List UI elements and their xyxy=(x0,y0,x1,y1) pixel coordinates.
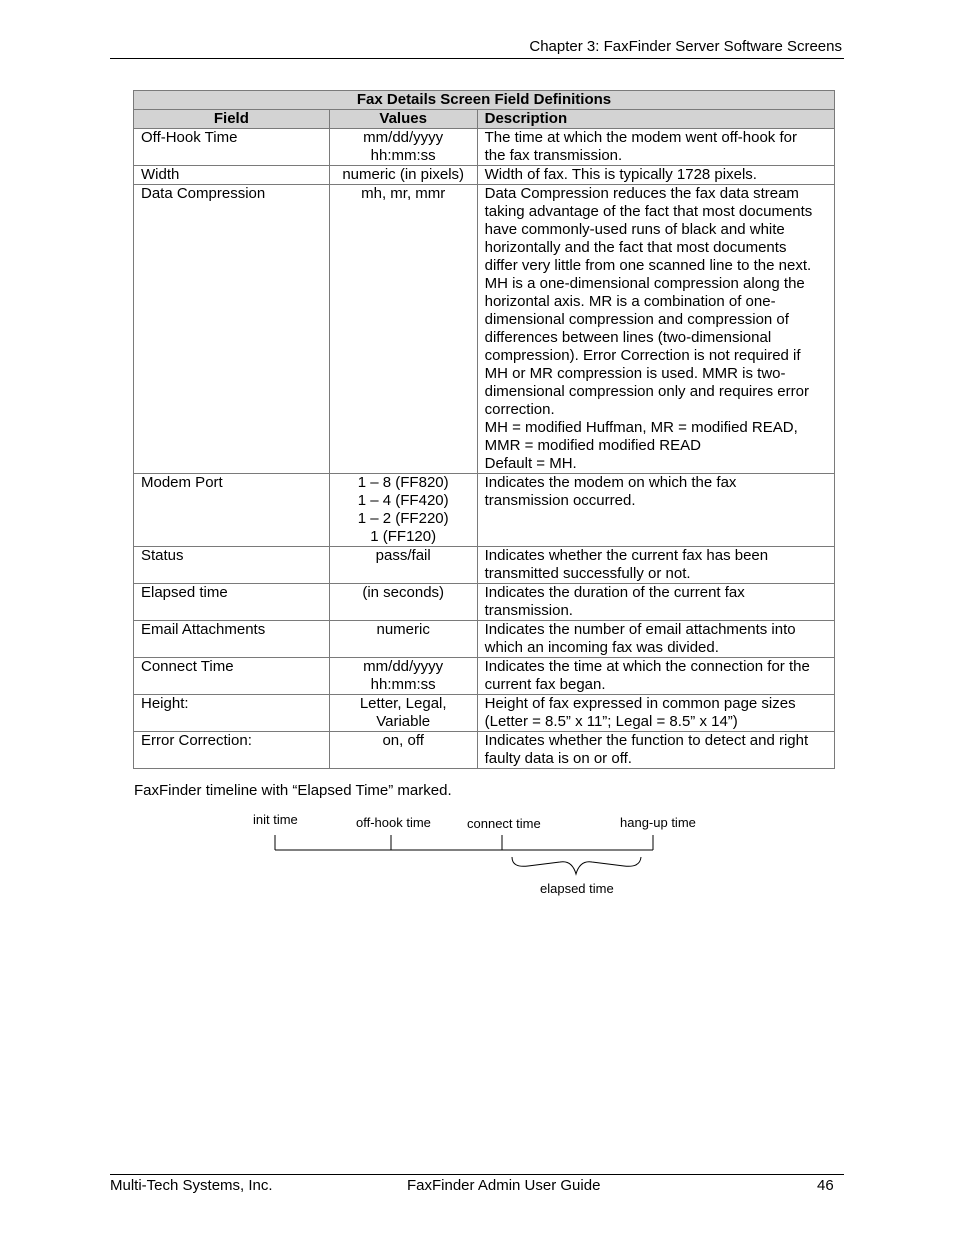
value-line: 1 – 2 (FF220) xyxy=(357,510,449,527)
description-line: dimensional compression only and requires error xyxy=(484,383,809,400)
description-line: (Letter = 8.5” x 11”; Legal = 8.5” x 14”) xyxy=(484,713,738,730)
description-line: have commonly-used runs of black and white xyxy=(484,221,785,238)
description-line: MH = modified Huffman, MR = modified READ, xyxy=(484,419,798,436)
description-line: Height of fax expressed in common page sizes xyxy=(484,695,796,712)
label-hangup-time: hang-up time xyxy=(620,815,696,830)
footer-guide-title: FaxFinder Admin User Guide xyxy=(407,1177,601,1194)
description-line: Indicates whether the current fax has been xyxy=(484,547,769,564)
elapsed-brace xyxy=(512,857,641,874)
value-line: numeric (in pixels) xyxy=(342,166,465,183)
description-line: Indicates the modem on which the fax xyxy=(484,474,737,491)
description-line: MMR = modified modified READ xyxy=(484,437,701,454)
description-line: Indicates whether the function to detect and right xyxy=(484,732,809,749)
description-line: MH or MR compression is used. MMR is two- xyxy=(484,365,786,382)
description-line: transmission. xyxy=(484,602,573,619)
description-line: The time at which the modem went off-hook for xyxy=(484,129,797,146)
value-line: pass/fail xyxy=(375,547,431,564)
description-line: MH is a one-dimensional compression along the xyxy=(484,275,805,292)
label-init-time: init time xyxy=(253,812,298,827)
description-line: dimensional compression and compression of xyxy=(484,311,789,328)
description-line: transmission occurred. xyxy=(484,492,636,509)
label-connect-time: connect time xyxy=(467,816,541,831)
description-line: taking advantage of the fact that most documents xyxy=(484,203,813,220)
description-line: compression). Error Correction is not required if xyxy=(484,347,801,364)
timeline-caption: FaxFinder timeline with “Elapsed Time” marked. xyxy=(134,782,452,799)
column-header-field: Field xyxy=(134,110,330,129)
description-line: horizontally and the fact that most documents xyxy=(484,239,787,256)
description-line: Default = MH. xyxy=(484,455,577,472)
value-line: (in seconds) xyxy=(362,584,445,601)
column-header-values: Values xyxy=(329,110,477,129)
value-line: mh, mr, mmr xyxy=(361,185,446,202)
description-line: differences between lines (two-dimensional xyxy=(484,329,772,346)
page-number: 46 xyxy=(817,1177,834,1194)
value-line: Letter, Legal, xyxy=(359,695,447,712)
description-line: correction. xyxy=(484,401,555,418)
value-line: 1 (FF120) xyxy=(370,528,437,545)
column-header-description: Description xyxy=(477,110,834,129)
label-offhook-time: off-hook time xyxy=(356,815,431,830)
description-line: Width of fax. This is typically 1728 pixels. xyxy=(484,166,757,183)
label-elapsed-time: elapsed time xyxy=(540,881,614,896)
value-line: numeric xyxy=(376,621,430,638)
value-line: hh:mm:ss xyxy=(370,676,436,693)
description-line: horizontal axis. MR is a combination of one- xyxy=(484,293,776,310)
description-line: the fax transmission. xyxy=(484,147,623,164)
value-line: 1 – 8 (FF820) xyxy=(357,474,449,491)
field-cell: Elapsed time xyxy=(134,584,330,621)
field-cell: Connect Time xyxy=(134,658,330,695)
description-line: faulty data is on or off. xyxy=(484,750,632,767)
field-cell: Data Compression xyxy=(134,185,330,474)
field-cell: Status xyxy=(134,547,330,584)
field-cell: Error Correction: xyxy=(134,732,330,769)
description-line: current fax began. xyxy=(484,676,606,693)
value-line: on, off xyxy=(382,732,424,749)
field-cell: Modem Port xyxy=(134,474,330,547)
field-cell: Off-Hook Time xyxy=(134,129,330,166)
footer-rule xyxy=(110,1174,844,1175)
description-line: Data Compression reduces the fax data stream xyxy=(484,185,799,202)
footer-company: Multi-Tech Systems, Inc. xyxy=(110,1177,273,1194)
value-line: mm/dd/yyyy xyxy=(363,658,444,675)
description-line: differ very little from one scanned line to the next. xyxy=(484,257,812,274)
description-line: Indicates the time at which the connection for the xyxy=(484,658,810,675)
value-line: 1 – 4 (FF420) xyxy=(357,492,449,509)
description-line: which an incoming fax was divided. xyxy=(484,639,719,656)
field-cell: Width xyxy=(134,166,330,185)
chapter-header: Chapter 3: FaxFinder Server Software Screens xyxy=(529,38,842,55)
value-line: mm/dd/yyyy xyxy=(363,129,444,146)
description-line: Indicates the duration of the current fax xyxy=(484,584,745,601)
description-line: Indicates the number of email attachments into xyxy=(484,621,796,638)
value-line: Variable xyxy=(376,713,431,730)
description-line: transmitted successfully or not. xyxy=(484,565,691,582)
value-line: hh:mm:ss xyxy=(370,147,436,164)
field-cell: Height: xyxy=(134,695,330,732)
table-title: Fax Details Screen Field Definitions xyxy=(134,91,835,110)
field-cell: Email Attachments xyxy=(134,621,330,658)
